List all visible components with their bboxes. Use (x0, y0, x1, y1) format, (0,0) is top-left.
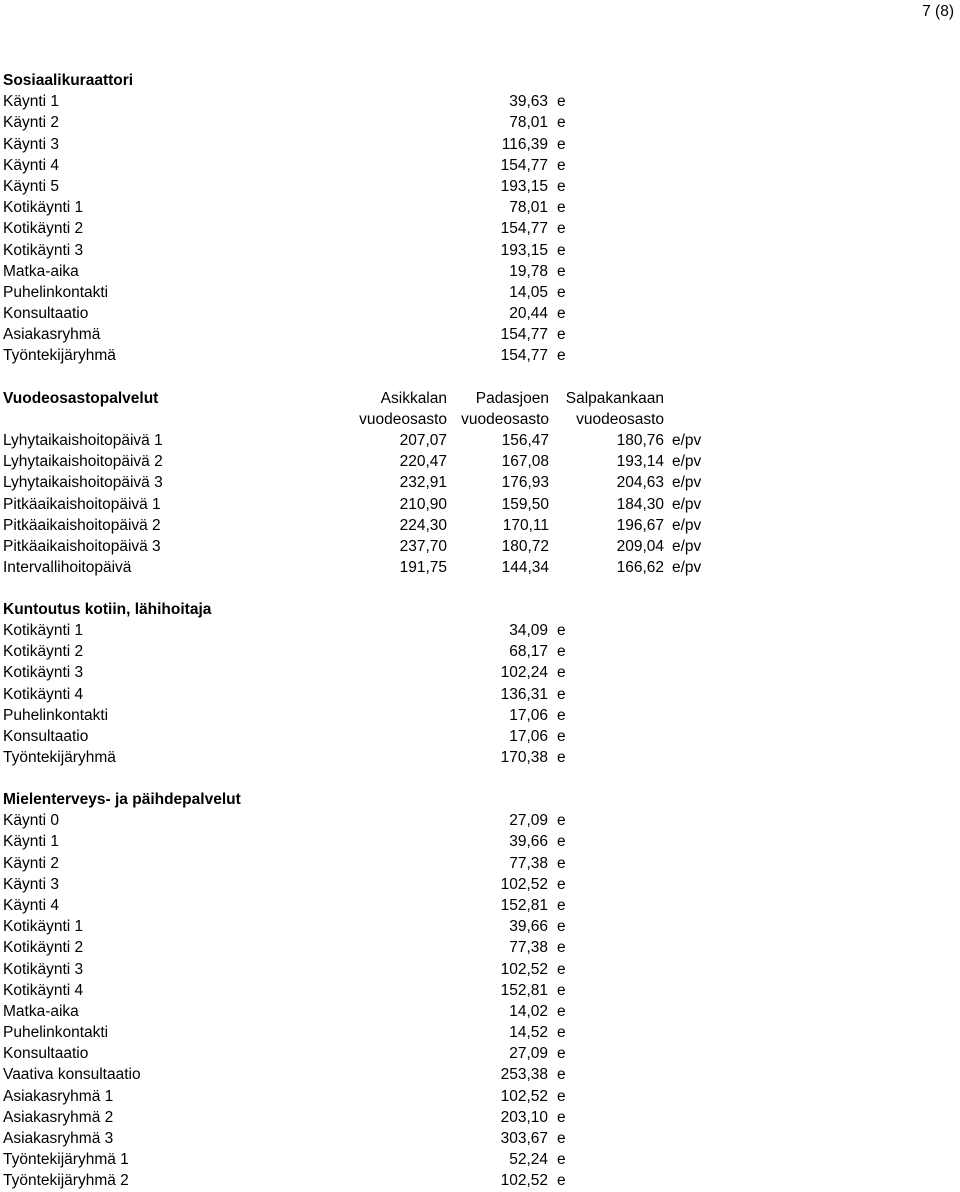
item-unit: e (557, 1172, 566, 1190)
list-item (3, 1022, 953, 1043)
row-label: Lyhytaikaishoitopäivä 1 (3, 431, 163, 449)
item-unit: e (557, 685, 566, 703)
item-label: Kotikäynti 3 (3, 960, 84, 978)
cell-price-2: 167,08 (501, 453, 549, 471)
list-item (3, 1128, 953, 1149)
column-header-asikkala: Asikkalan (380, 389, 447, 407)
cell-price-2: 159,50 (501, 495, 549, 513)
list-item (3, 218, 953, 239)
item-label: Kotikäynti 3 (3, 241, 84, 259)
item-label: Matka-aika (3, 262, 79, 280)
item-unit: e (557, 833, 566, 851)
list-item (3, 1064, 953, 1085)
list-item (3, 726, 953, 747)
item-unit: e (557, 114, 566, 132)
item-price: 39,63 (509, 93, 548, 111)
item-price: 102,52 (500, 1087, 548, 1105)
item-unit: e (557, 347, 566, 365)
item-price: 303,67 (500, 1130, 548, 1147)
item-label: Käynti 5 (3, 177, 60, 195)
item-unit: e (557, 664, 566, 682)
list-item (3, 684, 953, 705)
item-unit: e (557, 854, 566, 872)
cell-price-1: 232,91 (399, 474, 447, 492)
row-unit: e/pv (672, 516, 702, 534)
row-label: Pitkäaikaishoitopäivä 3 (3, 537, 161, 555)
item-label: Käynti 1 (3, 93, 60, 111)
row-label: Lyhytaikaishoitopäivä 3 (3, 474, 163, 492)
item-label: Käynti 3 (3, 875, 60, 893)
cell-price-2: 176,93 (501, 474, 549, 492)
list-item (3, 240, 953, 261)
item-label: Käynti 4 (3, 156, 60, 174)
item-unit: e (557, 1066, 566, 1084)
table-row (3, 557, 953, 578)
item-label: Käynti 2 (3, 854, 60, 872)
item-label: Käynti 3 (3, 135, 60, 153)
list-item (3, 641, 953, 662)
list-item (3, 916, 953, 937)
item-label: Kotikäynti 4 (3, 685, 84, 703)
table-row (3, 451, 953, 472)
list-item (3, 853, 953, 874)
item-unit: e (557, 1087, 566, 1105)
list-item (3, 112, 953, 133)
list-item (3, 91, 953, 112)
table-row (3, 515, 953, 536)
list-item (3, 959, 953, 980)
item-label: Puhelinkontakti (3, 1024, 109, 1042)
item-label: Työntekijäryhmä 1 (3, 1151, 129, 1169)
item-label: Työntekijäryhmä (3, 749, 116, 767)
cell-price-2: 144,34 (501, 559, 549, 577)
table-row (3, 536, 953, 557)
item-label: Puhelinkontakti (3, 283, 109, 301)
cell-price-3: 184,30 (616, 495, 664, 513)
item-unit: e (557, 135, 566, 153)
price-list (3, 91, 953, 366)
item-price: 102,52 (500, 960, 548, 978)
section-kuntoutus-kotiin (3, 599, 953, 769)
item-price: 39,66 (509, 918, 548, 936)
column-header-padasjoki: Padasjoen (475, 389, 549, 407)
item-unit: e (557, 1130, 566, 1147)
cell-price-2: 180,72 (501, 537, 549, 555)
row-unit: e/pv (672, 559, 702, 577)
item-label: Konsultaatio (3, 305, 89, 323)
item-unit: e (557, 1108, 566, 1126)
item-price: 77,38 (509, 854, 548, 872)
item-price: 17,06 (509, 706, 548, 724)
item-unit: e (557, 177, 566, 195)
item-unit: e (557, 1045, 566, 1063)
cell-price-1: 237,70 (399, 537, 447, 555)
cell-price-1: 191,75 (399, 559, 447, 577)
list-item (3, 980, 953, 1001)
cell-price-2: 170,11 (502, 516, 549, 534)
item-label: Kotikäynti 4 (3, 981, 84, 999)
item-price: 52,24 (509, 1151, 548, 1169)
item-price: 193,15 (500, 177, 548, 195)
item-unit: e (557, 199, 566, 217)
list-item (3, 324, 953, 345)
row-unit: e/pv (672, 431, 702, 449)
item-unit: e (557, 939, 566, 957)
item-unit: e (557, 305, 566, 323)
item-unit: e (557, 93, 566, 111)
list-item (3, 705, 953, 726)
item-unit: e (557, 727, 566, 745)
item-price: 39,66 (509, 833, 548, 851)
list-item (3, 282, 953, 303)
list-item (3, 1107, 953, 1128)
item-price: 78,01 (509, 114, 548, 132)
item-label: Asiakasryhmä 3 (3, 1130, 114, 1147)
list-item (3, 155, 953, 176)
item-unit: e (557, 220, 566, 238)
section-title (3, 599, 953, 620)
item-price: 154,77 (500, 156, 548, 174)
item-price: 102,24 (500, 664, 548, 682)
list-item (3, 831, 953, 852)
row-unit: e/pv (672, 537, 702, 555)
list-item (3, 303, 953, 324)
item-unit: e (557, 918, 566, 936)
cell-price-3: 166,62 (616, 559, 664, 577)
cell-price-3: 196,67 (616, 516, 664, 534)
item-price: 14,02 (509, 1002, 548, 1020)
item-label: Asiakasryhmä 2 (3, 1108, 114, 1126)
item-label: Konsultaatio (3, 1045, 89, 1063)
section-title-text: Vuodeosastopalvelut (3, 389, 159, 407)
item-price: 34,09 (509, 621, 548, 639)
item-label: Kotikäynti 1 (3, 918, 84, 936)
table-header-row (3, 388, 953, 409)
list-item (3, 810, 953, 831)
item-price: 14,52 (509, 1024, 548, 1042)
list-item (3, 1086, 953, 1107)
item-unit: e (557, 960, 566, 978)
item-price: 78,01 (509, 199, 548, 217)
table-row (3, 494, 953, 515)
table-row (3, 430, 953, 451)
cell-price-3: 180,76 (616, 431, 664, 449)
item-unit: e (557, 621, 566, 639)
ward-price-table (3, 430, 953, 578)
list-item (3, 261, 953, 282)
list-item (3, 1149, 953, 1170)
item-price: 170,38 (500, 749, 548, 767)
item-unit: e (557, 981, 566, 999)
item-label: Konsultaatio (3, 727, 89, 745)
cell-price-1: 210,90 (399, 495, 447, 513)
item-label: Kotikäynti 1 (3, 199, 84, 217)
section-title-text: Sosiaalikuraattori (3, 72, 134, 89)
list-item (3, 747, 953, 768)
item-unit: e (557, 875, 566, 893)
cell-price-1: 220,47 (399, 453, 447, 471)
table-header-row-2 (3, 409, 953, 430)
item-label: Kotikäynti 2 (3, 939, 84, 957)
section-mielenterveys-paihdepalvelut (3, 789, 953, 1192)
section-title-text: Kuntoutus kotiin, lähihoitaja (3, 600, 212, 618)
list-item (3, 1170, 953, 1191)
item-price: 27,09 (509, 1045, 548, 1063)
list-item (3, 197, 953, 218)
column-subheader-salpakangas: vuodeosasto (576, 410, 664, 428)
list-item (3, 1001, 953, 1022)
price-list (3, 620, 953, 768)
item-unit: e (557, 706, 566, 724)
item-price: 152,81 (500, 981, 548, 999)
item-unit: e (557, 156, 566, 174)
list-item (3, 176, 953, 197)
table-row (3, 472, 953, 493)
row-unit: e/pv (672, 495, 702, 513)
cell-price-3: 209,04 (616, 537, 664, 555)
item-unit: e (557, 1151, 566, 1169)
item-price: 154,77 (500, 220, 548, 238)
price-list (3, 810, 953, 1191)
item-label: Vaativa konsultaatio (3, 1066, 141, 1084)
item-label: Käynti 4 (3, 896, 60, 914)
item-unit: e (557, 262, 566, 280)
item-price: 68,17 (509, 643, 548, 661)
list-item (3, 345, 953, 366)
item-price: 152,81 (500, 896, 548, 914)
item-label: Kotikäynti 1 (3, 621, 84, 639)
item-label: Kotikäynti 2 (3, 643, 84, 661)
row-label: Pitkäaikaishoitopäivä 1 (3, 495, 161, 513)
item-unit: e (557, 896, 566, 914)
item-price: 14,05 (509, 283, 548, 301)
item-label: Työntekijäryhmä (3, 347, 116, 365)
item-unit: e (557, 749, 566, 767)
item-price: 116,39 (501, 135, 548, 153)
item-price: 19,78 (509, 262, 548, 280)
section-title-text: Mielenterveys- ja päihdepalvelut (3, 791, 241, 808)
item-price: 253,38 (500, 1066, 548, 1084)
cell-price-2: 156,47 (501, 431, 549, 449)
row-label: Pitkäaikaishoitopäivä 2 (3, 516, 161, 534)
item-label: Käynti 2 (3, 114, 60, 132)
cell-price-3: 193,14 (616, 453, 664, 471)
cell-price-1: 207,07 (399, 431, 447, 449)
item-unit: e (557, 241, 566, 259)
column-subheader-asikkala: vuodeosasto (359, 410, 447, 428)
cell-price-3: 204,63 (616, 474, 664, 492)
item-price: 77,38 (509, 939, 548, 957)
item-price: 136,31 (500, 685, 548, 703)
item-price: 27,09 (509, 812, 548, 830)
item-unit: e (557, 1002, 566, 1020)
item-price: 193,15 (500, 241, 548, 259)
section-sosiaalikuraattori (3, 70, 953, 367)
item-unit: e (557, 1024, 566, 1042)
item-unit: e (557, 812, 566, 830)
item-label: Työntekijäryhmä 2 (3, 1172, 129, 1190)
list-item (3, 134, 953, 155)
item-label: Asiakasryhmä (3, 326, 101, 344)
item-price: 102,52 (500, 1172, 548, 1190)
item-price: 154,77 (500, 326, 548, 344)
item-label: Puhelinkontakti (3, 706, 109, 724)
item-label: Kotikäynti 3 (3, 664, 84, 682)
section-title (3, 70, 953, 91)
item-label: Asiakasryhmä 1 (3, 1087, 114, 1105)
cell-price-1: 224,30 (399, 516, 447, 534)
list-item (3, 874, 953, 895)
column-header-salpakangas: Salpakankaan (565, 389, 664, 407)
section-title (3, 789, 953, 810)
row-label: Lyhytaikaishoitopäivä 2 (3, 453, 163, 471)
item-unit: e (557, 283, 566, 301)
list-item (3, 662, 953, 683)
item-price: 102,52 (500, 875, 548, 893)
item-unit: e (557, 643, 566, 661)
item-price: 203,10 (500, 1108, 548, 1126)
item-label: Kotikäynti 2 (3, 220, 84, 238)
list-item (3, 895, 953, 916)
page-number: 7 (8) (922, 3, 954, 20)
item-label: Käynti 1 (3, 833, 60, 851)
row-unit: e/pv (672, 474, 702, 492)
list-item (3, 937, 953, 958)
list-item (3, 620, 953, 641)
item-label: Matka-aika (3, 1002, 79, 1020)
column-subheader-padasjoki: vuodeosasto (461, 410, 549, 428)
item-price: 17,06 (509, 727, 548, 745)
item-label: Käynti 0 (3, 812, 60, 830)
item-unit: e (557, 326, 566, 344)
row-unit: e/pv (672, 453, 702, 471)
row-label: Intervallihoitopäivä (3, 559, 132, 577)
item-price: 154,77 (500, 347, 548, 365)
section-vuodeosastopalvelut (3, 388, 953, 579)
list-item (3, 1043, 953, 1064)
item-price: 20,44 (509, 305, 548, 323)
